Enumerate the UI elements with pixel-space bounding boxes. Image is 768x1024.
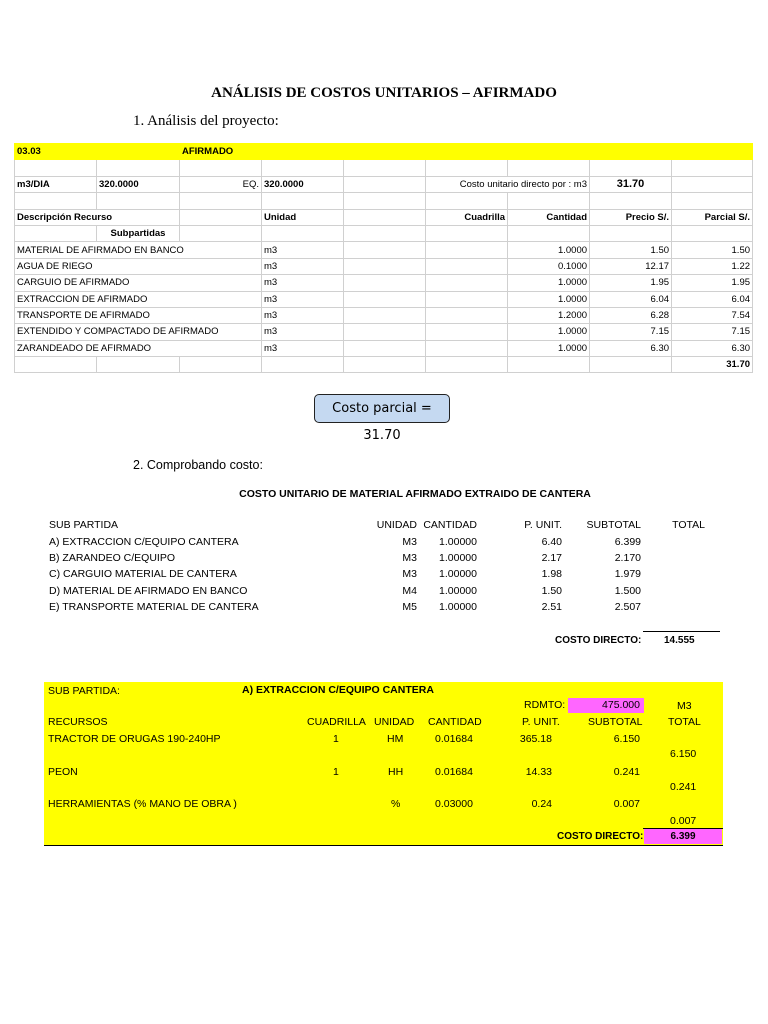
header-sub: SUB PARTIDA bbox=[49, 519, 119, 532]
eq-value: 320.0000 bbox=[262, 176, 344, 192]
total-divider bbox=[643, 631, 720, 632]
row-cantidad: 1.0000 bbox=[508, 275, 590, 291]
row-cantidad: 0.01684 bbox=[435, 766, 473, 778]
costo-directo-value: 14.555 bbox=[664, 635, 695, 646]
row-parcial: 1.50 bbox=[672, 242, 753, 258]
row-cuadrilla: 1 bbox=[333, 733, 339, 745]
row-cantidad: 0.03000 bbox=[435, 798, 473, 810]
row-unidad: m3 bbox=[262, 258, 344, 274]
row-punit: 2.51 bbox=[541, 601, 562, 614]
row-parcial: 7.54 bbox=[672, 307, 753, 323]
row-subtotal: 2.170 bbox=[614, 551, 641, 564]
table-row bbox=[15, 258, 753, 274]
row-unidad: M5 bbox=[402, 601, 417, 614]
row-sub: D) MATERIAL DE AFIRMADO EN BANCO bbox=[49, 584, 248, 597]
row-cantidad: 1.0000 bbox=[508, 291, 590, 307]
row-unidad: m3 bbox=[262, 307, 344, 323]
header-punit: P. UNIT. bbox=[524, 519, 562, 532]
rendimiento-label: m3/DIA bbox=[15, 176, 97, 192]
rdmto-value: 475.000 bbox=[568, 698, 644, 713]
table-row bbox=[46, 599, 708, 615]
header-subtotal: SUBTOTAL bbox=[588, 716, 643, 728]
row-parcial: 1.22 bbox=[672, 258, 753, 274]
row-punit: 14.33 bbox=[525, 766, 552, 778]
header-unidad: Unidad bbox=[262, 209, 344, 225]
row-subtotal: 0.007 bbox=[613, 798, 640, 810]
row-unidad: m3 bbox=[262, 242, 344, 258]
total-row bbox=[15, 357, 753, 373]
row-recurso: PEON bbox=[48, 766, 78, 778]
row-cantidad: 0.1000 bbox=[508, 258, 590, 274]
row-sub: A) EXTRACCION C/EQUIPO CANTERA bbox=[49, 535, 239, 548]
row-sub: B) ZARANDEO C/EQUIPO bbox=[49, 551, 176, 564]
header-cantidad: Cantidad bbox=[508, 209, 590, 225]
cantera-heading: COSTO UNITARIO DE MATERIAL AFIRMADO EXTRAIDO DE CANTERA bbox=[239, 488, 591, 500]
row-parcial: 6.04 bbox=[672, 291, 753, 307]
table-row bbox=[46, 550, 708, 566]
row-total: 0.007 bbox=[670, 815, 697, 827]
costo-directo-label: COSTO DIRECTO: bbox=[555, 635, 642, 646]
header-recursos: RECURSOS bbox=[48, 716, 108, 728]
row-sub: C) CARGUIO MATERIAL DE CANTERA bbox=[49, 568, 237, 581]
row-cantidad: 1.0000 bbox=[508, 324, 590, 340]
row-cuadrilla: 1 bbox=[333, 766, 339, 778]
row-descripcion: ZARANDEADO DE AFIRMADO bbox=[15, 340, 262, 356]
row-descripcion: CARGUIO DE AFIRMADO bbox=[15, 275, 262, 291]
total-value: 31.70 bbox=[672, 357, 753, 373]
row-cantidad: 1.00000 bbox=[439, 584, 477, 597]
row-unidad: M3 bbox=[402, 535, 417, 548]
extraccion-bottom-rule bbox=[44, 845, 723, 846]
header-total: TOTAL bbox=[668, 716, 701, 728]
row-parcial: 1.95 bbox=[672, 275, 753, 291]
costo-directo-label-2: COSTO DIRECTO: bbox=[557, 831, 644, 842]
header-cuadrilla: CUADRILLA bbox=[307, 716, 366, 728]
table-row bbox=[46, 583, 708, 599]
row-cantidad: 1.00000 bbox=[439, 568, 477, 581]
header-unidad: UNIDAD bbox=[376, 519, 417, 532]
table-row bbox=[15, 242, 753, 258]
table-row bbox=[15, 324, 753, 340]
header-cuadrilla: Cuadrilla bbox=[426, 209, 508, 225]
header-descripcion: Descripción Recurso bbox=[15, 209, 180, 225]
row-punit: 2.17 bbox=[541, 551, 562, 564]
row-unidad: M3 bbox=[402, 568, 417, 581]
table-row bbox=[46, 566, 708, 582]
row-cantidad: 1.00000 bbox=[439, 551, 477, 564]
row-punit: 6.40 bbox=[541, 535, 562, 548]
header-parcial: Parcial S/. bbox=[672, 209, 753, 225]
row-precio: 7.15 bbox=[590, 324, 672, 340]
row-subtotal: 6.150 bbox=[613, 733, 640, 745]
rdmto-unit: M3 bbox=[677, 700, 692, 712]
row-unidad: HH bbox=[388, 766, 404, 778]
row-parcial: 6.30 bbox=[672, 340, 753, 356]
partida-name: AFIRMADO bbox=[180, 144, 344, 160]
row-subtotal: 0.241 bbox=[613, 766, 640, 778]
rendimiento-row bbox=[15, 176, 753, 192]
row-subtotal: 1.500 bbox=[614, 584, 641, 597]
header-cantidad: CANTIDAD bbox=[428, 716, 482, 728]
row-recurso: TRACTOR DE ORUGAS 190-240HP bbox=[48, 733, 221, 745]
section-1-heading: 1. Análisis del proyecto: bbox=[133, 113, 279, 129]
costo-unitario-label: Costo unitario directo por : m3 bbox=[426, 176, 590, 192]
document-title: ANÁLISIS DE COSTOS UNITARIOS – AFIRMADO bbox=[211, 85, 557, 101]
row-subtotal: 1.979 bbox=[614, 568, 641, 581]
row-descripcion: AGUA DE RIEGO bbox=[15, 258, 262, 274]
row-precio: 1.95 bbox=[590, 275, 672, 291]
costo-unitario-value: 31.70 bbox=[590, 176, 672, 192]
table-row bbox=[15, 275, 753, 291]
cantera-table bbox=[46, 517, 708, 615]
row-unidad: M3 bbox=[402, 551, 417, 564]
section-2-heading: 2. Comprobando costo: bbox=[133, 458, 263, 472]
header-cantidad: CANTIDAD bbox=[423, 519, 477, 532]
costo-directo-value-2: 6.399 bbox=[644, 829, 722, 844]
row-recurso: HERRAMIENTAS (% MANO DE OBRA ) bbox=[48, 798, 237, 810]
row-unidad: m3 bbox=[262, 291, 344, 307]
row-sub: E) TRANSPORTE MATERIAL DE CANTERA bbox=[49, 601, 259, 614]
row-precio: 1.50 bbox=[590, 242, 672, 258]
row-descripcion: MATERIAL DE AFIRMADO EN BANCO bbox=[15, 242, 262, 258]
row-total: 0.241 bbox=[670, 781, 697, 793]
row-punit: 0.24 bbox=[531, 798, 552, 810]
row-cantidad: 1.00000 bbox=[439, 535, 477, 548]
row-punit: 1.50 bbox=[541, 584, 562, 597]
row-unidad: % bbox=[391, 798, 401, 810]
table-row bbox=[15, 307, 753, 323]
eq-label: EQ. bbox=[180, 176, 262, 192]
header-precio: Precio S/. bbox=[590, 209, 672, 225]
table-row bbox=[15, 340, 753, 356]
row-precio: 6.30 bbox=[590, 340, 672, 356]
row-parcial: 7.15 bbox=[672, 324, 753, 340]
header-punit: P. UNIT. bbox=[522, 716, 560, 728]
row-descripcion: EXTRACCION DE AFIRMADO bbox=[15, 291, 262, 307]
analisis-table bbox=[14, 143, 753, 373]
rdmto-label: RDMTO: bbox=[524, 699, 566, 711]
partida-row bbox=[15, 144, 753, 160]
row-unidad: HM bbox=[387, 733, 404, 745]
table-row bbox=[15, 291, 753, 307]
row-cantidad: 1.2000 bbox=[508, 307, 590, 323]
row-unidad: m3 bbox=[262, 275, 344, 291]
subpartidas-row bbox=[15, 225, 753, 241]
row-punit: 365.18 bbox=[519, 733, 552, 745]
row-unidad: m3 bbox=[262, 340, 344, 356]
row-descripcion: TRANSPORTE DE AFIRMADO bbox=[15, 307, 262, 323]
row-unidad: M4 bbox=[402, 584, 417, 597]
row-unidad: m3 bbox=[262, 324, 344, 340]
row-precio: 6.28 bbox=[590, 307, 672, 323]
row-precio: 6.04 bbox=[590, 291, 672, 307]
row-total: 6.150 bbox=[670, 748, 697, 760]
row-cantidad: 1.0000 bbox=[508, 242, 590, 258]
row-descripcion: EXTENDIDO Y COMPACTADO DE AFIRMADO bbox=[15, 324, 262, 340]
row-punit: 1.98 bbox=[541, 568, 562, 581]
header-row bbox=[15, 209, 753, 225]
row-cantidad: 1.0000 bbox=[508, 340, 590, 356]
sub-partida-label: SUB PARTIDA: bbox=[48, 685, 120, 697]
costo-parcial-box: Costo parcial = 31.70 bbox=[314, 394, 450, 423]
sub-partida-name: A) EXTRACCION C/EQUIPO CANTERA bbox=[242, 684, 434, 696]
header-total: TOTAL bbox=[672, 519, 705, 532]
row-cantidad: 1.00000 bbox=[439, 601, 477, 614]
header-row bbox=[46, 517, 708, 533]
table-row bbox=[46, 533, 708, 549]
row-subtotal: 2.507 bbox=[614, 601, 641, 614]
header-subtotal: SUBTOTAL bbox=[586, 519, 641, 532]
row-subtotal: 6.399 bbox=[614, 535, 641, 548]
header-unidad: UNIDAD bbox=[374, 716, 415, 728]
row-cantidad: 0.01684 bbox=[435, 733, 473, 745]
subpartidas-label: Subpartidas bbox=[97, 225, 180, 241]
rendimiento-value: 320.0000 bbox=[97, 176, 180, 192]
row-precio: 12.17 bbox=[590, 258, 672, 274]
partida-code: 03.03 bbox=[15, 144, 97, 160]
